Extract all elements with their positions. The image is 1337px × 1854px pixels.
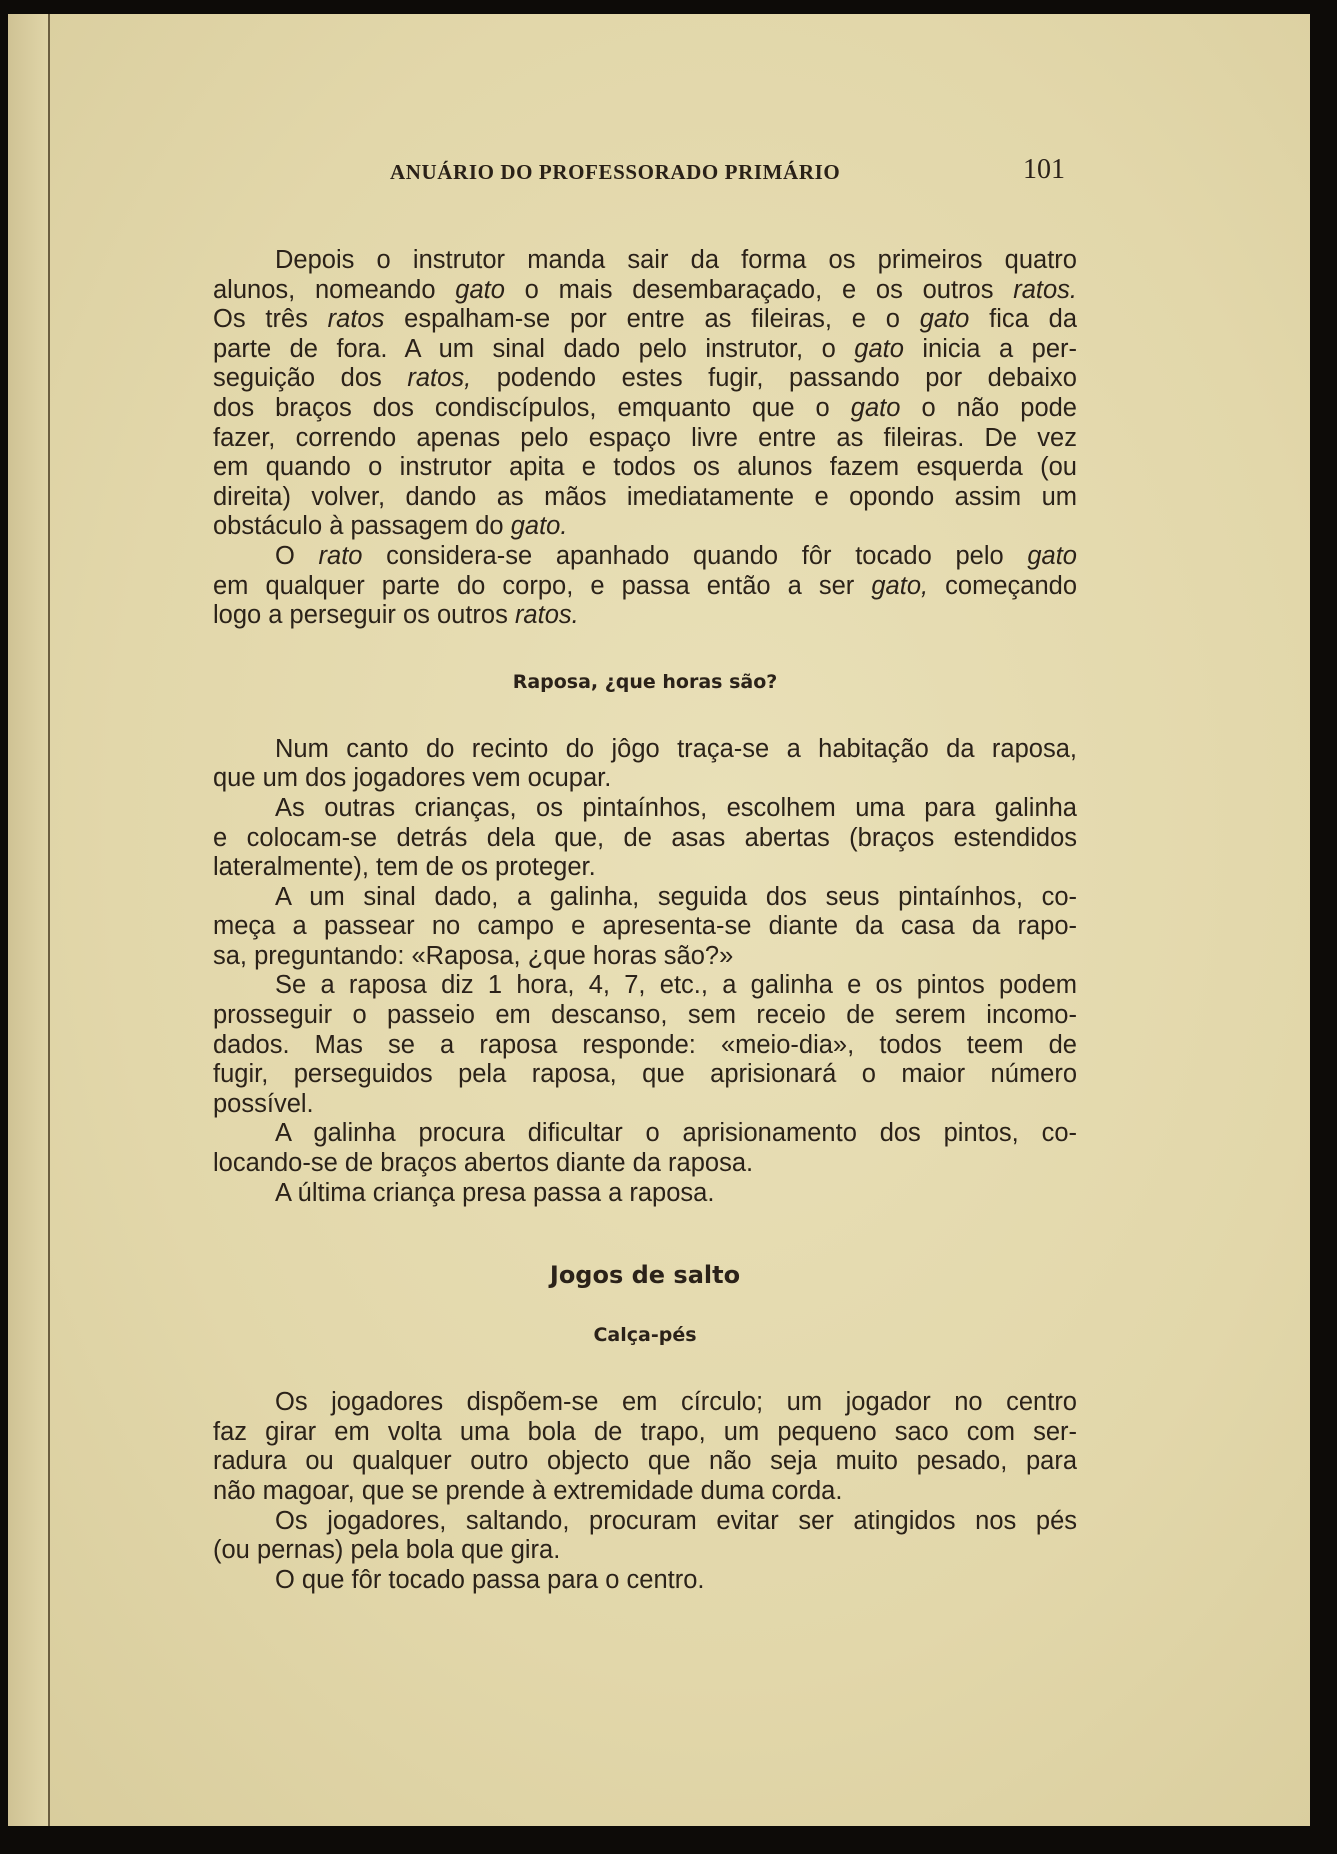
text-run: dos braços dos condiscípulos, emquanto que o (213, 393, 851, 422)
text-run: A galinha procura dificultar o aprisionamento dos pintos, co- (275, 1119, 1077, 1148)
italic-term: gato (1027, 541, 1077, 570)
game-title: Raposa, ¿que horas são? (512, 670, 778, 693)
text-run: seguição dos (213, 364, 408, 393)
text-run: espalham-se por entre as fileiras, e o (384, 305, 920, 334)
italic-term: ratos. (514, 601, 579, 630)
paragraph (213, 542, 1077, 631)
text-line (213, 1566, 1077, 1596)
italic-term: gato. (510, 512, 568, 541)
text-run: possível. (213, 1089, 314, 1118)
text-line (213, 1418, 1077, 1448)
text-run: Se a raposa diz 1 hora, 4, 7, etc., a galinha e os pintos podem (275, 971, 1077, 1000)
text-line (213, 335, 1077, 365)
italic-term: gato, (871, 571, 929, 600)
text-run: faz girar em volta uma bola de trapo, um pequeno saco com ser- (213, 1417, 1077, 1446)
text-run: sa, preguntando: «Raposa, ¿que horas são?» (213, 941, 734, 970)
text-run: Os jogadores, saltando, procuram evitar ser atingidos nos pés (275, 1506, 1077, 1535)
text-line (213, 394, 1077, 424)
text-line (213, 1060, 1077, 1090)
text-run: Num canto do recinto do jôgo traça-se a habitação da raposa, (275, 734, 1077, 763)
text-line (213, 1536, 1077, 1566)
text-run: que um dos jogadores vem ocupar. (213, 764, 612, 793)
text-line (213, 1388, 1077, 1418)
text-line (213, 764, 1077, 794)
text-line (213, 794, 1077, 824)
text-run: não magoar, que se prende à extremidade duma corda. (213, 1477, 843, 1505)
paragraph (213, 1119, 1077, 1178)
text-run: O que fôr tocado passa para o centro. (275, 1565, 705, 1594)
paragraph (213, 735, 1077, 794)
text-run: O (275, 541, 319, 570)
text-line (213, 824, 1077, 854)
text-run: Depois o instrutor manda sair da forma os primeiros quatro (275, 246, 1077, 274)
text-line (213, 942, 1077, 972)
text-line (213, 601, 1077, 631)
text-line (213, 1031, 1077, 1061)
text-run: podendo estes fugir, passando por debaixo (471, 364, 1077, 393)
text-line (213, 424, 1077, 454)
text-run: A última criança presa passa a raposa. (275, 1178, 715, 1207)
text-run: o não pode (900, 393, 1077, 422)
text-line (213, 305, 1077, 335)
text-run: o mais desembaraçado, e os outros (504, 275, 1014, 304)
text-run: As outras crianças, os pintaínhos, escolhem uma para galinha (275, 793, 1077, 822)
text-run: dados. Mas se a raposa responde: «meio-dia», todos teem de (213, 1030, 1077, 1059)
text-line (213, 1179, 1077, 1209)
text-run: fugir, perseguidos pela raposa, que aprisionará o maior número (213, 1060, 1077, 1089)
italic-term: ratos (327, 305, 385, 334)
page-body (213, 246, 1077, 1595)
text-run: (ou pernas) pela bola que gira. (213, 1536, 561, 1565)
game-title: Calça-pés (593, 1324, 697, 1347)
paragraph (213, 246, 1077, 542)
text-run: em qualquer parte do corpo, e passa então a ser (213, 571, 872, 600)
text-run: considera-se apanhado quando fôr tocado pelo (362, 541, 1028, 570)
text-line (213, 276, 1077, 306)
running-title: ANUÁRIO DO PROFESSORADO PRIMÁRIO (390, 160, 841, 184)
text-run: em quando o instrutor apita e todos os alunos fazem esquerda (ou (213, 453, 1077, 482)
text-line (213, 364, 1077, 394)
text-run: logo a perseguir os outros (213, 601, 515, 630)
paragraph (213, 883, 1077, 972)
text-run: começando (928, 571, 1077, 600)
text-line (213, 735, 1077, 765)
italic-term: gato (854, 334, 904, 363)
paragraph (213, 794, 1077, 883)
italic-term: rato (318, 541, 363, 570)
text-run: obstáculo à passagem do (213, 512, 511, 541)
italic-term: gato (919, 305, 970, 334)
page-binding-edge (8, 14, 50, 1826)
text-run: prosseguir o passeio em descanso, sem receio de serem incomo- (213, 1001, 1077, 1030)
paragraph (213, 1566, 1077, 1596)
text-line (213, 483, 1077, 513)
text-line (213, 853, 1077, 883)
text-run: direita) volver, dando as mãos imediatamente e opondo assim um (213, 482, 1077, 511)
text-run: e colocam-se detrás dela que, de asas abertas (braços estendidos (213, 823, 1077, 852)
text-run: alunos, nomeando (213, 275, 456, 304)
text-line (213, 1447, 1077, 1477)
section-heading: Jogos de salto (549, 1261, 741, 1290)
paragraph (213, 1179, 1077, 1209)
text-line (213, 971, 1077, 1001)
paragraph (213, 1388, 1077, 1506)
text-line (213, 1090, 1077, 1120)
text-line (213, 512, 1077, 542)
italic-term: ratos, (407, 364, 472, 393)
paragraph (213, 1507, 1077, 1566)
text-line (213, 883, 1077, 913)
text-run: radura ou qualquer outro objecto que não seja muito pesado, para (213, 1447, 1077, 1476)
text-line (213, 1477, 1077, 1507)
text-run: Os jogadores dispõem-se em círculo; um jogador no centro (275, 1388, 1077, 1417)
text-line (213, 1119, 1077, 1149)
page-number: 101 (1023, 154, 1065, 185)
text-line (213, 1507, 1077, 1537)
text-line (213, 572, 1077, 602)
text-line (213, 1149, 1077, 1179)
text-run: fazer, correndo apenas pelo espaço livre entre as fileiras. De vez (213, 423, 1077, 452)
text-run: A um sinal dado, a galinha, seguida dos seus pintaínhos, co- (275, 882, 1077, 911)
text-line (213, 912, 1077, 942)
italic-term: gato (455, 275, 505, 304)
text-run: meça a passear no campo e apresenta-se diante da casa da rapo- (213, 912, 1077, 941)
italic-term: ratos. (1013, 275, 1077, 304)
paragraph (213, 971, 1077, 1119)
text-line (213, 453, 1077, 483)
text-line (213, 246, 1077, 276)
text-run: Os três (213, 305, 328, 334)
text-line (213, 542, 1077, 572)
book-page (8, 14, 1310, 1826)
text-run: inicia a per- (903, 334, 1077, 363)
text-run: locando-se de braços abertos diante da raposa. (213, 1149, 754, 1178)
page-header (8, 156, 1310, 188)
text-run: parte de fora. A um sinal dado pelo instrutor, o (213, 334, 855, 363)
text-run: fica da (969, 305, 1077, 334)
text-line (213, 1001, 1077, 1031)
italic-term: gato (850, 393, 901, 422)
text-run: lateralmente), tem de os proteger. (213, 853, 596, 882)
